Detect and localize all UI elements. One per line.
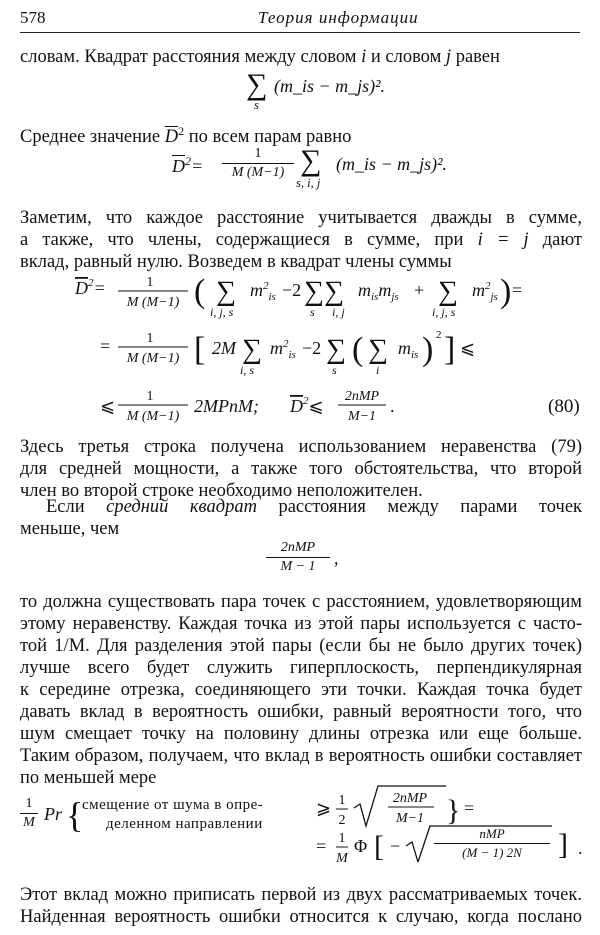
svg-text:[: [ (374, 830, 384, 862)
svg-text:=: = (316, 836, 327, 856)
svg-text:∑: ∑ (216, 276, 236, 307)
svg-text:2nMP: 2nMP (344, 389, 380, 404)
svg-text:s: s (310, 305, 315, 319)
text-line: той 1/M. Для разделения этой пары (если бы не было других точек) (20, 636, 582, 656)
text-line: меньше, чем (20, 519, 120, 539)
svg-text:}: } (446, 794, 461, 827)
header-rule (20, 32, 580, 33)
text-line: лучше всего будет служить гиперплоскость, перпендикулярная (20, 658, 582, 678)
svg-text:+: + (414, 280, 425, 300)
svg-text:−2: −2 (302, 338, 322, 358)
svg-text:⩽: ⩽ (100, 396, 116, 416)
svg-text:1: 1 (338, 831, 346, 846)
fraction-1-over-m: 1 M (20, 796, 38, 831)
fraction-2nmp: 2nMP M − 1 (266, 540, 330, 575)
svg-text:i, j: i, j (332, 305, 345, 319)
text-line: Здесь третья строка получена использованием неравенства (79) (20, 437, 582, 457)
svg-text:.: . (390, 396, 395, 416)
svg-text:mismjs: $m_{is}m_{js}$ (358, 280, 399, 303)
text-line: по меньшей мере (20, 768, 157, 788)
svg-text:M (M−1): M (M−1) (126, 351, 180, 366)
text-line: словам. Квадрат расстояния между словом i и словом j равен (20, 47, 500, 67)
svg-text:=: = (512, 280, 523, 300)
svg-text:s: s (332, 363, 337, 377)
svg-text:Φ: Φ (354, 836, 368, 856)
page-header (20, 6, 580, 32)
svg-text:∑: ∑ (326, 334, 346, 365)
fraction: 1 M (M−1) (222, 146, 294, 181)
svg-text:2M: 2M (212, 338, 236, 358)
svg-text:M (M−1): M (M−1) (126, 409, 180, 424)
svg-text:m2is: $m^2_{is}$ (250, 280, 276, 303)
svg-text:): ) (422, 331, 434, 368)
note-shift: смещение от шума в опре- деленном направлении (82, 797, 264, 832)
svg-text:M−1: M−1 (347, 409, 377, 424)
svg-text:1: 1 (146, 389, 154, 404)
svg-text:i, j, s: i, j, s (432, 305, 456, 319)
svg-text:⩾: ⩾ (316, 798, 332, 818)
svg-text:=: = (464, 798, 475, 818)
fraction-nmp: nMP (M − 1) 2N (434, 826, 550, 861)
text-line: давать вклад в вероятность ошибки, равный вероятности того, что (20, 702, 582, 722)
svg-text:mis: $m_{is}$ (398, 338, 419, 361)
text-line: Этот вклад можно приписать первой из двух рассматриваемых точек. (20, 885, 582, 905)
running-title: Теория информации (258, 8, 419, 27)
svg-text:⩽: ⩽ (460, 338, 476, 358)
svg-text:): ) (500, 273, 512, 310)
svg-text:1: 1 (146, 331, 154, 346)
svg-text:∑∑: ∑∑ (304, 276, 344, 307)
svg-text:1: 1 (146, 275, 154, 290)
svg-text:∑: ∑ (368, 334, 388, 365)
svg-text:∑: ∑ (438, 276, 458, 307)
eq-lhs: $D^2=$ (75, 277, 106, 298)
svg-text:(: ( (352, 331, 364, 368)
book-page: 578 Теория информации словам. Квадрат расстояния между словом i и словом j равен ∑ s (m_is − m_js)². Среднее значение $\overline{D}^2$ по всем парам равно $\overline{D}^2=$ 1 M (M−1) ∑ s, i, j (m_is − m_js)². Заметим, что каждое расстояние учитывается дважды в сумме, а также, что члены, содержащиеся в сумме, при i = j дают вклад, равный нулю. Возведем в квадрат члены суммы $D^2=$ 1 M (M−1) ( ∑ i, j, s $m^2_{is}$ −2 ∑∑ s i, j $m_{is}m_{js}$ + ∑ i, j, s $m^2_{js}$ ) = = 1 M (M−1) [ 2M ∑ i, s $m^2_{is}$ −2 ∑ s ( ∑ i $m_{is}$ ) 2 ] ⩽ ⩽ 1 M (M−1) 2MPnM; $D^2⩽$ 2nMP M−1 . (80) Здесь третья строка получена использованием неравенства (79) для средней мощности, а также того обстоятельства, что второй член во второй строке необходимо неположителен. Если средний квадрат расстояния между парами точек меньше, чем 2nMP M − 1 , то должна существовать пара точек с расстоянием, удовлетворяющим этому неравенству. Каждая точка из этой пары используется с часто- той 1/M. Для разделения этой пары (если бы не было других точек) лучше всего будет служить гиперплоскость, перпендикулярная к середине отрезка, соединяющего эти точки. Каждая точка будет давать вклад в вероятность ошибки, равный вероятности того, что шум смещает точку на половину длины отрезка или еще больше. Таким образом, получаем, что вклад в вероятность ошибки составляет по меньшей мере 1 M Pr { смещение от шума в опре- деленном направлении ⩾ 1 2 2nMP M−1 } = = 1 M Φ [ − nMP (M − 1) 2N ] . Этот вклад можно приписать первой из двух рассматриваемых точек. Найденная вероятность ошибки относится к случаю, когда послано (0, 0, 600, 935)
equation-80-block (70, 272, 590, 432)
svg-text:i, j, s: i, j, s (210, 305, 234, 319)
equation-2: $\overline{D}^2=$ 1 M (M−1) ∑ s, i, j (m_is − m_js)². (172, 144, 448, 190)
text-line: вклад, равный нулю. Возведем в квадрат члены суммы (20, 252, 452, 272)
pr-label: Pr (44, 804, 62, 824)
svg-text:D2⩽: $D^2⩽$ (290, 395, 324, 416)
svg-text:2: 2 (338, 813, 346, 828)
text-line: этому неравенству. Каждая точка из этой пары используется с часто- (20, 614, 582, 634)
svg-text:m2is: $m^2_{is}$ (270, 338, 296, 361)
page-number: 578 (20, 8, 46, 27)
text-line: член во второй строке необходимо неположителен. (20, 481, 423, 501)
svg-text:(: ( (194, 273, 206, 310)
text-line: Таким образом, получаем, что вклад в вероятность ошибки составляет (20, 746, 582, 766)
text-line: Среднее значение $\overline{D}^2$ по всем парам равно (20, 124, 352, 148)
svg-text:M: M (336, 851, 348, 862)
equation-number: (80) (548, 396, 580, 417)
text-line: то должна существовать пара точек с расстоянием, удовлетворяющим (20, 592, 582, 612)
svg-text:1: 1 (338, 793, 346, 808)
svg-text:−2: −2 (282, 280, 302, 300)
text-line: шум смещает точку на половину длины отрезка или еще больше. (20, 724, 582, 744)
svg-text:−: − (390, 836, 401, 856)
svg-text:M−1: M−1 (395, 811, 425, 826)
svg-text:m2js: $m^2_{js}$ (472, 280, 498, 303)
svg-text:]: ] (444, 331, 456, 368)
text-line: Найденная вероятность ошибки относится к случаю, когда послано (20, 907, 582, 927)
text-line: к середине отрезка, соединяющего эти точки. Каждая точка будет (20, 680, 582, 700)
svg-text:i: i (376, 363, 380, 377)
svg-text:2nMP: 2nMP (392, 791, 428, 806)
svg-text:M (M−1): M (M−1) (126, 295, 180, 310)
text-line: для средней мощности, а также того обстоятельства, что второй (20, 459, 582, 479)
text-line: Если средний квадрат расстояния между парами точек (46, 497, 583, 517)
text-line: Заметим, что каждое расстояние учитывается дважды в сумме, (20, 208, 582, 228)
svg-text:2MPnM;: 2MPnM; (194, 396, 259, 416)
svg-text:2: 2 (436, 329, 442, 341)
svg-text:[: [ (194, 331, 206, 368)
svg-text:=: = (100, 336, 111, 356)
svg-text:i, s: i, s (240, 363, 255, 377)
text-line: а также, что члены, содержащиеся в сумме, при i = j дают (20, 230, 583, 250)
svg-text:∑: ∑ (242, 334, 262, 365)
